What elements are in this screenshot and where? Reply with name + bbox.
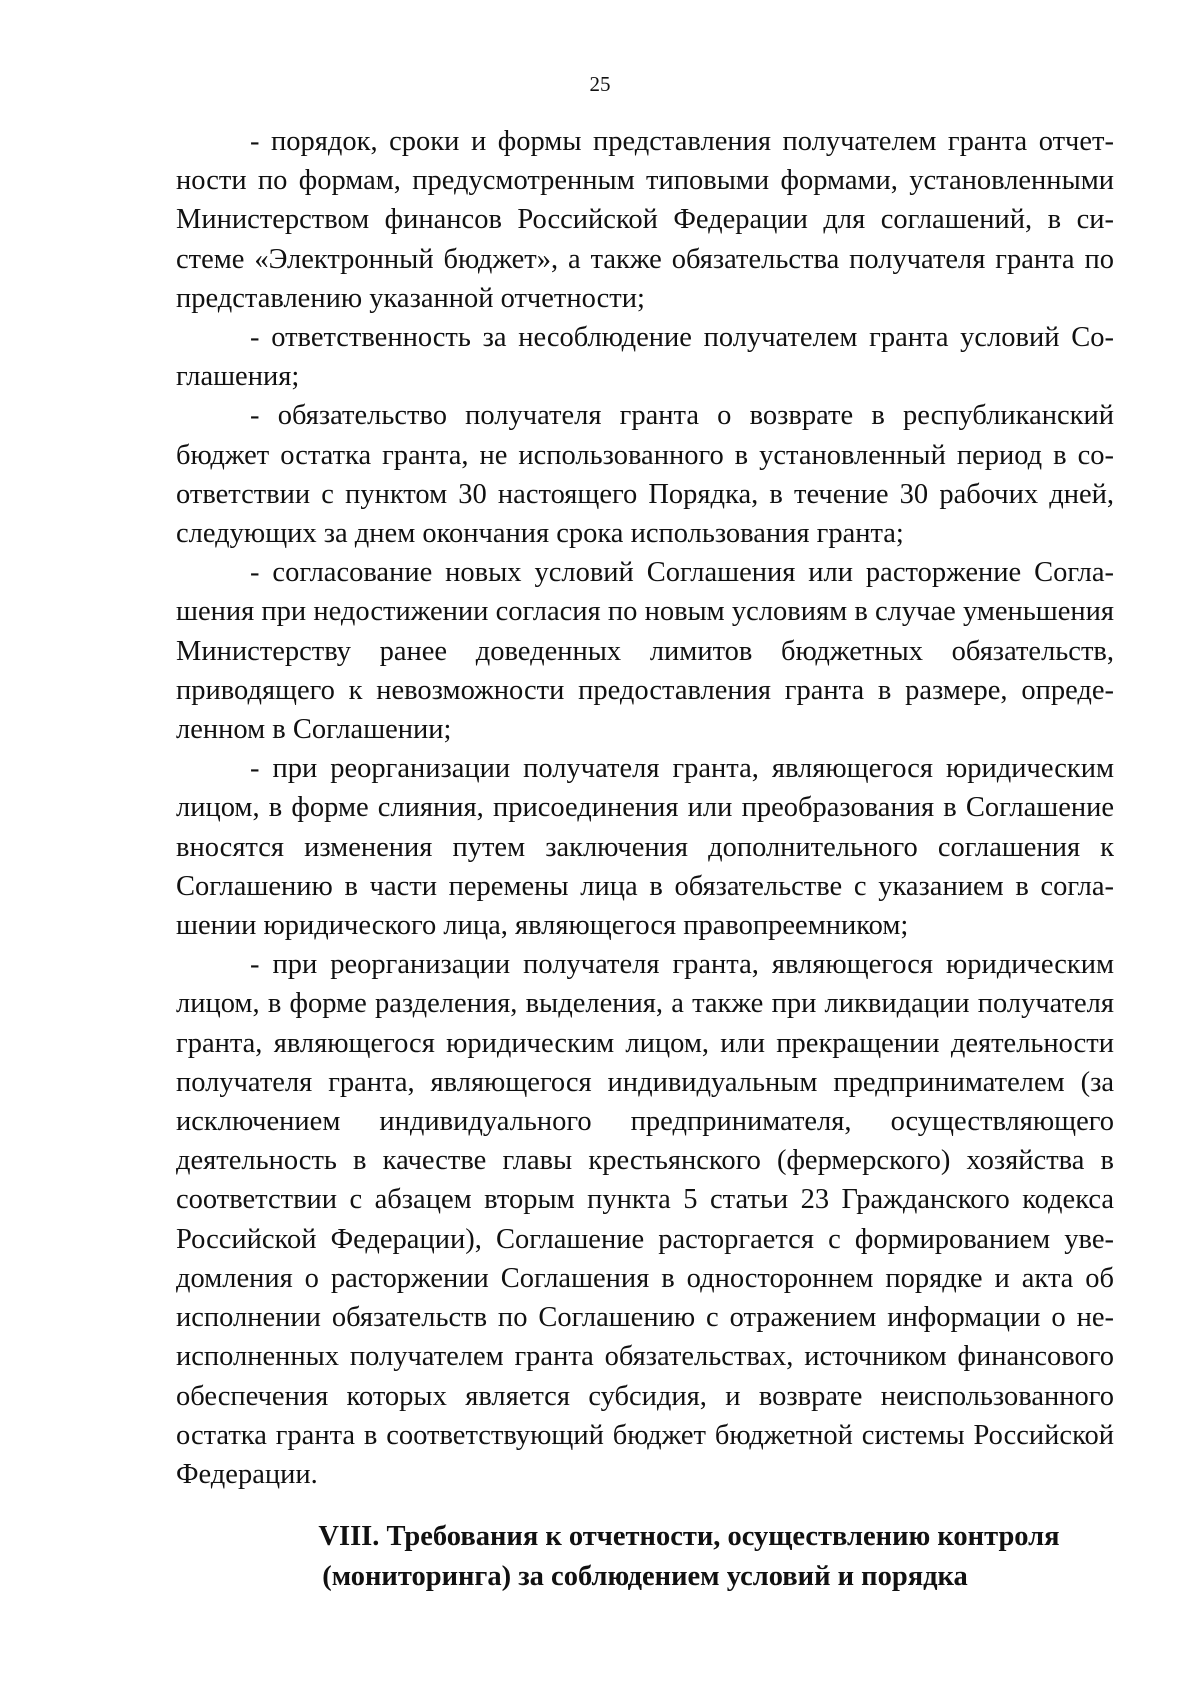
paragraph-responsibility: - ответственность за несоблюдение получателем гранта условий Соглашения; (176, 322, 1114, 393)
paragraph-grant-return-obligation: - обязательство получателя гранта о возврате в республиканский бюджет остатка гранта, не использованного в установленный период в соответствии с пунктом 30 настоящего Порядка, в течение 30 рабочих дней, следующих за днем окончания срока использования гранта; (176, 400, 1114, 550)
section-heading-line-1: VIII. Требования к отчетности, осуществлению контроля (318, 1521, 1060, 1552)
section-heading-line-2: (мониторинга) за соблюдением условий и порядка (322, 1560, 968, 1592)
section-heading (176, 1517, 1114, 1596)
paragraph-reporting-procedure: - порядок, сроки и формы представления получателем гранта отчетности по формам, предусмотренным типовыми формами, установленными Министерством финансов Российской Федерации для соглашений, в системе «Электронный бюджет», а также обязательства получателя гранта по представлению указанной отчетности; (176, 126, 1114, 314)
document-body (176, 122, 1114, 1494)
paragraph-new-conditions: - согласование новых условий Соглашения или расторжение Соглашения при недостижении согласия по новым условиям в случае уменьшения Министерству ранее доведенных лимитов бюджетных обязательств, приводящего к невозможности предоставления гранта в размере, определенном в Соглашении; (176, 557, 1114, 746)
paragraph-reorganization-division: - при реорганизации получателя гранта, являющегося юридическим лицом, в форме разделения, выделения, а также при ликвидации получателя гранта, являющегося юридическим лицом, или прекращении деятельности получателя гранта, являющегося индивидуальным предпринимателем (за исключением индивидуального предпринимателя, осуществляющего деятельность в качестве главы крестьянского (фермерского) хозяйства в соответствии с абзацем вторым пункта 5 статьи 23 Гражданского кодекса Российской Федерации), Соглашение расторгается с формированием уведомления о расторжении Соглашения в одностороннем порядке и акта об исполнении обязательств по Соглашению с отражением информации о неисполненных получателем гранта обязательствах, источником финансового обеспечения которых является субсидия, и возврате неиспользованного остатка гранта в соответствующий бюджет бюджетной системы Российской Федерации. (176, 949, 1114, 1490)
page-number: 25 (589, 72, 611, 96)
paragraph-reorganization-merger: - при реорганизации получателя гранта, являющегося юридическим лицом, в форме слияния, присоединения или преобразования в Соглашение вносятся изменения путем заключения дополнительного соглашения к Соглашению в части перемены лица в обязательстве с указанием в соглашении юридического лица, являющегося правопреемником; (176, 753, 1114, 942)
